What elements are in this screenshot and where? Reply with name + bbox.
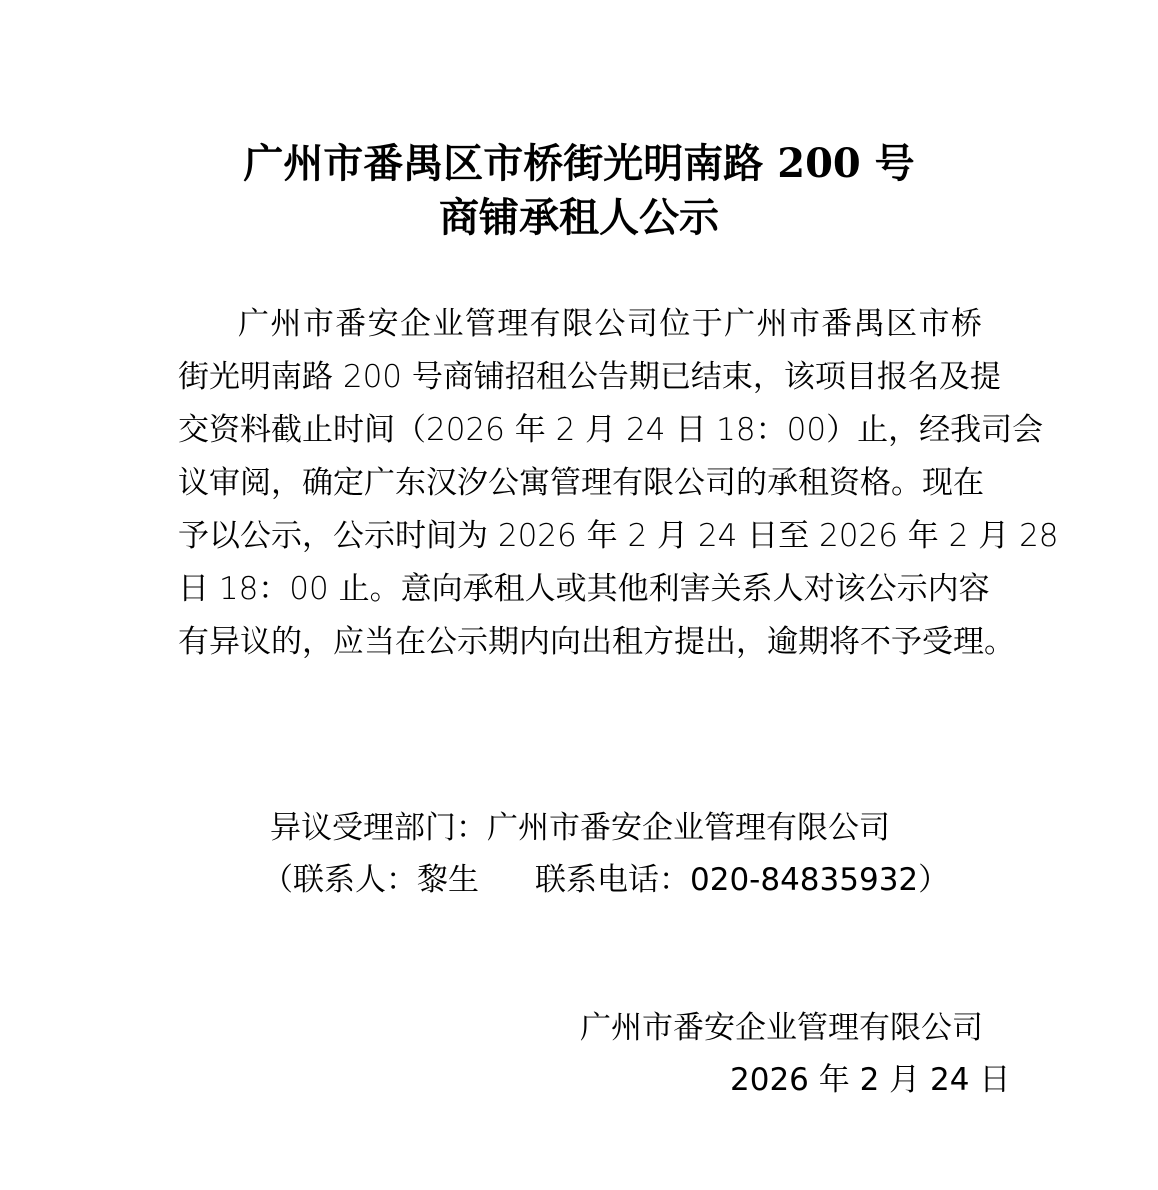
body-line: 交资料截止时间（2026 年 2 月 24 日 18：00）止，经我司会 (178, 412, 1044, 448)
body-line: 议审阅，确定广东汉汐公寓管理有限公司的承租资格。现在 (178, 465, 984, 501)
objection-contact (262, 860, 949, 900)
contact-person: （联系人：黎生 (262, 862, 479, 898)
body-line: 有异议的，应当在公示期内向出租方提出，逾期将不予受理。 (178, 624, 1015, 660)
objection-department: 异议受理部门：广州市番安企业管理有限公司 (270, 810, 890, 846)
body-line: 予以公示，公示时间为 2026 年 2 月 24 日至 2026 年 2 月 28 (178, 518, 1059, 554)
signature-date: 2026 年 2 月 24 日 (730, 1062, 1011, 1098)
body-line: 日 18：00 止。意向承租人或其他利害关系人对该公示内容 (178, 571, 990, 607)
notice-title-line-2: 商铺承租人公示 (439, 194, 719, 241)
body-line: 广州市番安企业管理有限公司位于广州市番禺区市桥 (238, 306, 982, 342)
contact-phone: 联系电话：020-84835932） (535, 862, 950, 898)
notice-title-line-1: 广州市番禺区市桥街光明南路 200 号 (243, 140, 915, 187)
body-line: 街光明南路 200 号商铺招租公告期已结束，该项目报名及提 (178, 359, 1001, 395)
signature-company: 广州市番安企业管理有限公司 (580, 1010, 983, 1046)
